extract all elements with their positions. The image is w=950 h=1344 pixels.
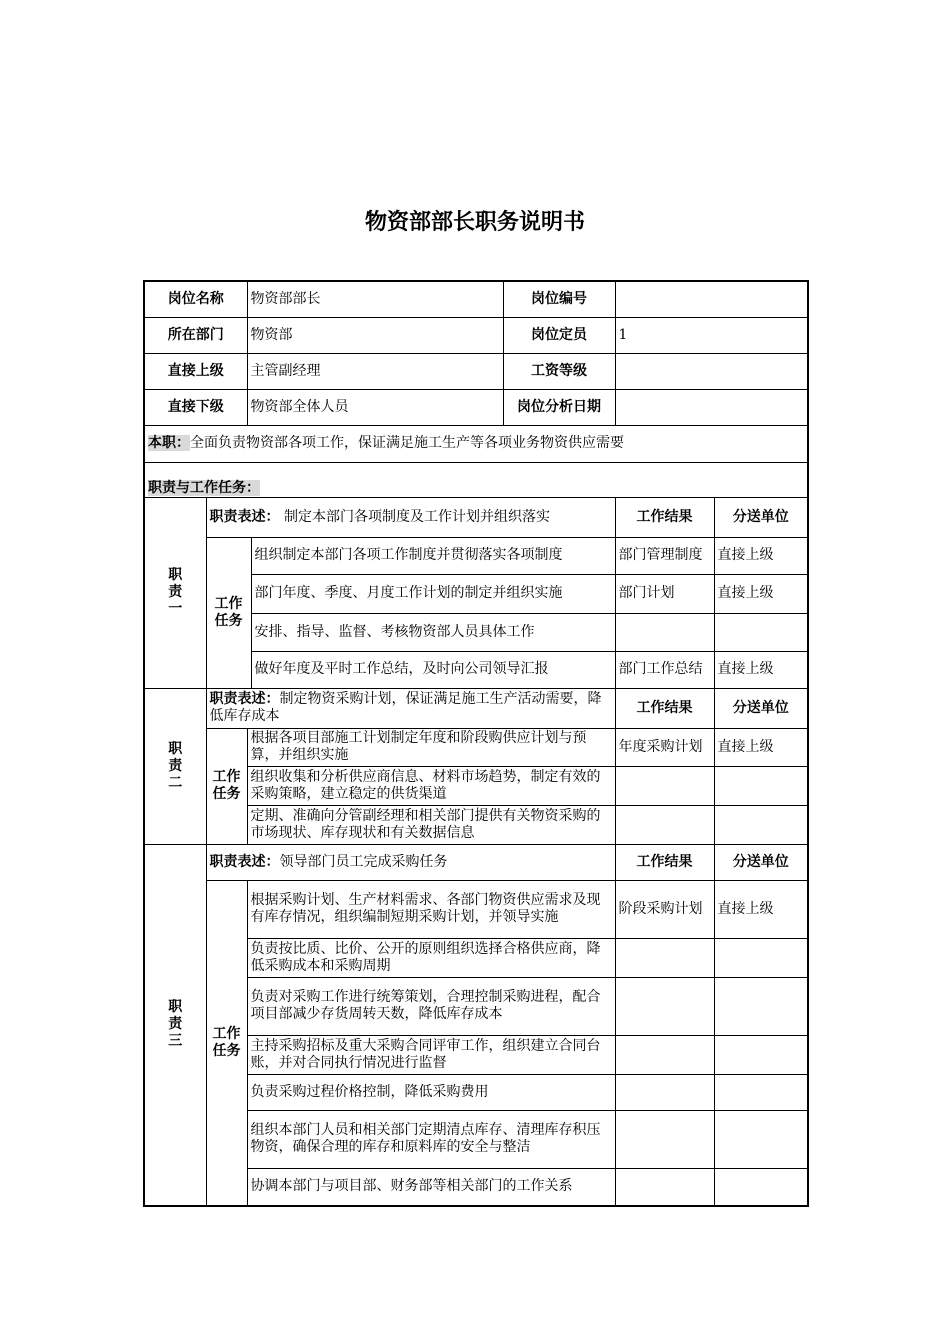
- task-dest: 直接上级: [714, 537, 808, 574]
- task-result: [615, 766, 714, 805]
- task-dest: [714, 766, 808, 805]
- duty-description: 职责表述：领导部门员工完成采购任务: [206, 844, 615, 880]
- info-value: [615, 389, 808, 425]
- task-result: [615, 1074, 714, 1110]
- task-dest: [714, 938, 808, 977]
- page-title: 物资部部长职务说明书: [364, 210, 585, 235]
- task-text: 部门年度、季度、月度工作计划的制定并组织实施: [251, 574, 615, 613]
- duty-desc-row: [144, 497, 808, 537]
- info-value: [615, 281, 808, 317]
- task-result: 阶段采购计划: [615, 880, 714, 938]
- duty-name: 职 责 一: [144, 497, 206, 688]
- task-result: 年度采购计划: [615, 728, 714, 766]
- task-text: 根据采购计划、生产材料需求、各部门物资供应需求及现有库存情况，组织编制短期采购计划，并领导实施: [247, 880, 615, 938]
- duty-desc-row: [144, 688, 808, 728]
- info-value: [615, 353, 808, 389]
- info-label: 岗位名称: [144, 281, 247, 317]
- task-label: 工作 任务: [206, 537, 251, 688]
- task-dest: 直接上级: [714, 728, 808, 766]
- info-row: [144, 317, 808, 353]
- task-result: [615, 1110, 714, 1168]
- task-dest: [714, 1110, 808, 1168]
- task-text: 主持采购招标及重大采购合同评审工作，组织建立合同台账，并对合同执行情况进行监督: [247, 1035, 615, 1074]
- task-text: 组织收集和分析供应商信息、材料市场趋势，制定有效的采购策略，建立稳定的供货渠道: [247, 766, 615, 805]
- task-result: [615, 1168, 714, 1206]
- info-row: [144, 353, 808, 389]
- task-dest: [714, 977, 808, 1035]
- task-text: 根据各项目部施工计划制定年度和阶段购供应计划与预算，并组织实施: [247, 728, 615, 766]
- duties-header-row: [144, 462, 808, 497]
- info-label: 所在部门: [144, 317, 247, 353]
- task-text: 定期、准确向分管副经理和相关部门提供有关物资采购的市场现状、库存现状和有关数据信息: [247, 805, 615, 844]
- job-description-table: [143, 280, 809, 1207]
- info-row: [144, 281, 808, 317]
- duty-name: 职 责 二: [144, 688, 206, 844]
- duties-header: 职责与工作任务：: [148, 479, 260, 496]
- task-result: 部门计划: [615, 574, 714, 613]
- task-dest: [714, 805, 808, 844]
- task-result: [615, 1035, 714, 1074]
- info-value: 物资部: [247, 317, 503, 353]
- info-label: 岗位编号: [503, 281, 615, 317]
- task-result: 部门工作总结: [615, 651, 714, 688]
- dest-header: 分送单位: [714, 688, 808, 728]
- info-value: 物资部部长: [247, 281, 503, 317]
- task-text: 组织本部门人员和相关部门定期清点库存、清理库存积压物资，确保合理的库存和原料库的安全与整洁: [247, 1110, 615, 1168]
- task-text: 负责对采购工作进行统筹策划，合理控制采购进程，配合项目部减少存货周转天数，降低库存成本: [247, 977, 615, 1035]
- task-result: 部门管理制度: [615, 537, 714, 574]
- info-label: 直接上级: [144, 353, 247, 389]
- task-label: 工作 任务: [206, 728, 247, 844]
- duty-description: 职责表述：制定物资采购计划，保证满足施工生产活动需要，降低库存成本: [206, 688, 615, 728]
- result-header: 工作结果: [615, 688, 714, 728]
- task-label: 工作 任务: [206, 880, 247, 1206]
- dest-header: 分送单位: [714, 844, 808, 880]
- task-text: 协调本部门与项目部、财务部等相关部门的工作关系: [247, 1168, 615, 1206]
- task-result: [615, 613, 714, 651]
- info-value: 主管副经理: [247, 353, 503, 389]
- duty-description: 职责表述： 制定本部门各项制度及工作计划并组织落实: [206, 497, 615, 537]
- benzhi-cell: [144, 425, 808, 462]
- result-header: 工作结果: [615, 844, 714, 880]
- duties-header-cell: [144, 462, 808, 497]
- benzhi-text: 全面负责物资部各项工作，保证满足施工生产等各项业务物资供应需要: [190, 435, 624, 451]
- benzhi-row: [144, 425, 808, 462]
- info-label: 岗位分析日期: [503, 389, 615, 425]
- task-result: [615, 977, 714, 1035]
- task-text: 负责按比质、比价、公开的原则组织选择合格供应商，降低采购成本和采购周期: [247, 938, 615, 977]
- result-header: 工作结果: [615, 497, 714, 537]
- info-value: 物资部全体人员: [247, 389, 503, 425]
- benzhi-label: 本职：: [148, 435, 190, 451]
- task-row: [144, 880, 808, 938]
- task-dest: [714, 1035, 808, 1074]
- task-dest: 直接上级: [714, 880, 808, 938]
- task-dest: [714, 1074, 808, 1110]
- duty-desc-row: [144, 844, 808, 880]
- task-dest: [714, 1168, 808, 1206]
- info-label: 直接下级: [144, 389, 247, 425]
- task-text: 做好年度及平时工作总结，及时向公司领导汇报: [251, 651, 615, 688]
- duty-name: 职 责 三: [144, 844, 206, 1206]
- dest-header: 分送单位: [714, 497, 808, 537]
- info-row: [144, 389, 808, 425]
- task-text: 安排、指导、监督、考核物资部人员具体工作: [251, 613, 615, 651]
- info-label: 岗位定员: [503, 317, 615, 353]
- task-dest: 直接上级: [714, 651, 808, 688]
- task-result: [615, 805, 714, 844]
- info-label: 工资等级: [503, 353, 615, 389]
- info-value: 1: [615, 317, 808, 353]
- task-row: [144, 728, 808, 766]
- task-text: 组织制定本部门各项工作制度并贯彻落实各项制度: [251, 537, 615, 574]
- task-dest: [714, 613, 808, 651]
- task-dest: 直接上级: [714, 574, 808, 613]
- task-result: [615, 938, 714, 977]
- task-row: [144, 537, 808, 574]
- task-text: 负责采购过程价格控制，降低采购费用: [247, 1074, 615, 1110]
